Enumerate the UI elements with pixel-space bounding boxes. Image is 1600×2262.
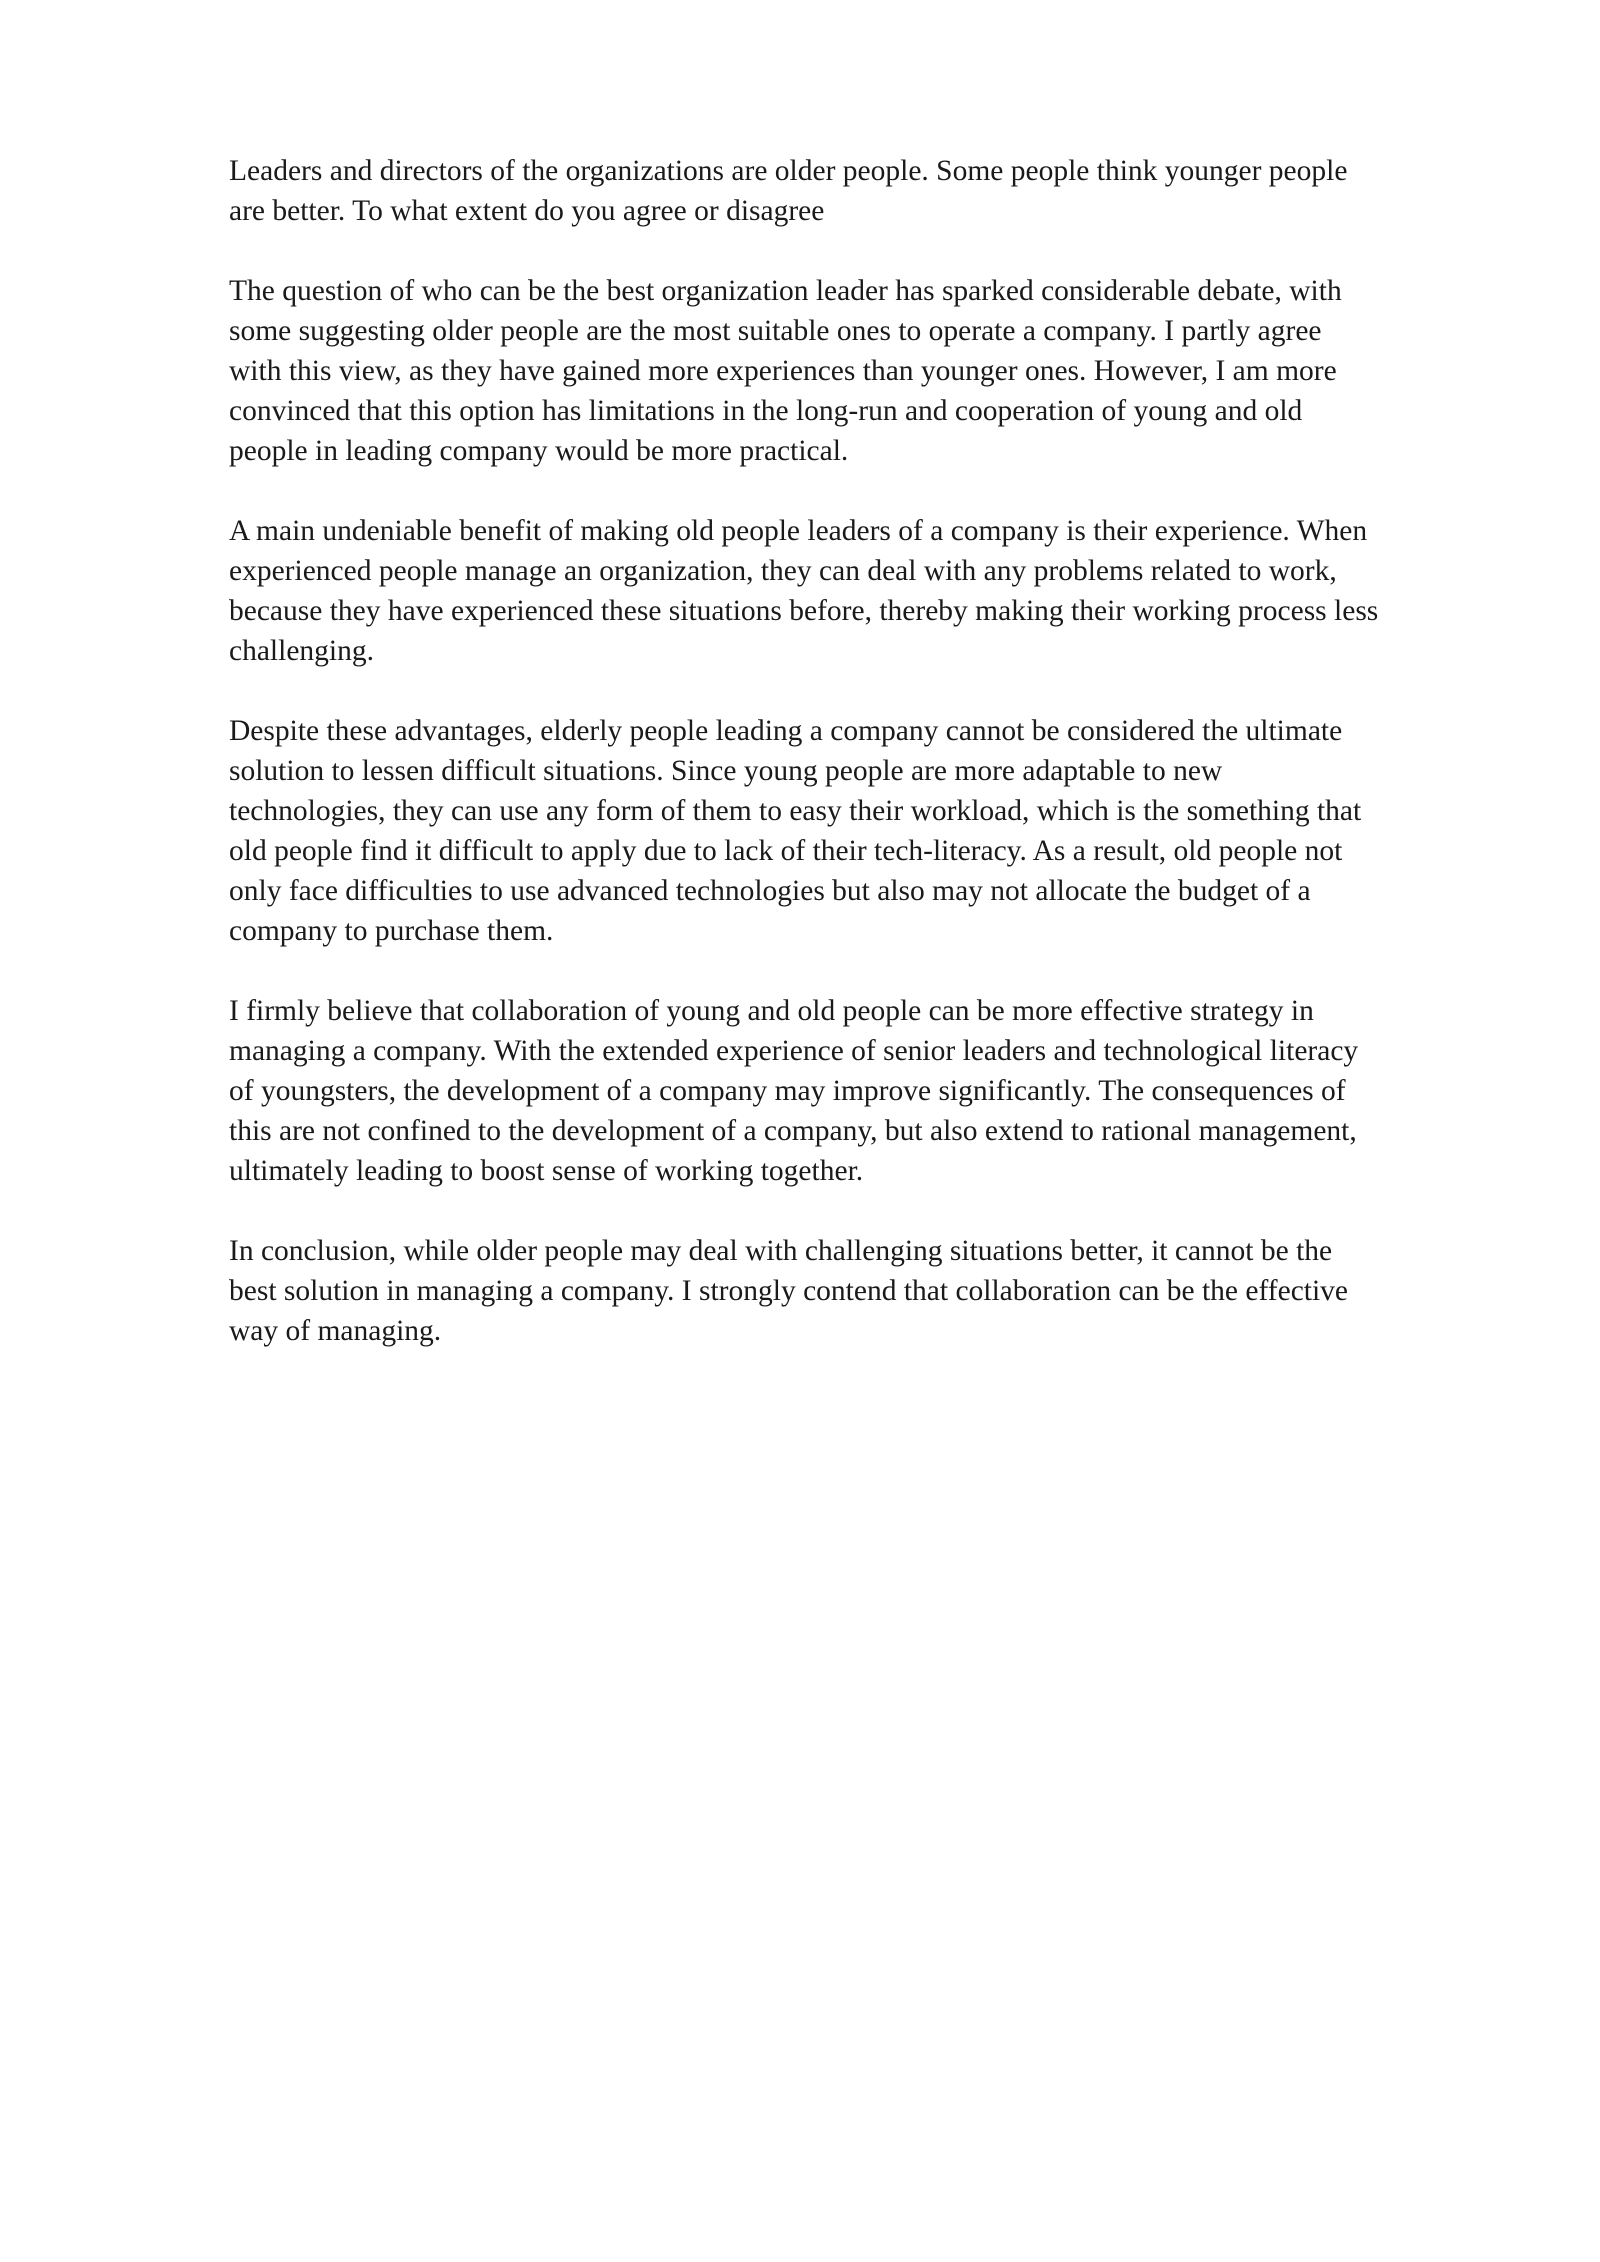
prompt-line: are better. To what extent do you agree or disagree — [229, 195, 825, 227]
body-paragraph-3 — [229, 991, 1509, 1191]
paragraph-line: way of managing. — [229, 1315, 442, 1347]
paragraph-line: convinced that this option has limitations in the long-run and cooperation of young and old — [229, 395, 1303, 427]
paragraph-line: only face difficulties to use advanced technologies but also may not allocate the budget of a — [229, 875, 1311, 907]
paragraph-line: In conclusion, while older people may deal with challenging situations better, it cannot be the — [229, 1235, 1333, 1267]
paragraph-line: I firmly believe that collaboration of young and old people can be more effective strategy in — [229, 995, 1314, 1027]
paragraph-line: solution to lessen difficult situations. Since young people are more adaptable to new — [229, 755, 1223, 787]
paragraph-line: old people find it difficult to apply due to lack of their tech-literacy. As a result, old people not — [229, 835, 1343, 867]
paragraph-line: people in leading company would be more practical. — [229, 435, 849, 467]
essay-prompt — [229, 151, 1509, 231]
paragraph-line: The question of who can be the best organization leader has sparked considerable debate, with — [229, 275, 1342, 307]
paragraph-line: challenging. — [229, 635, 374, 667]
paragraph-line: some suggesting older people are the most suitable ones to operate a company. I partly agree — [229, 315, 1322, 347]
paragraph-line: company to purchase them. — [229, 915, 554, 947]
prompt-line: Leaders and directors of the organizations are older people. Some people think younger people — [229, 155, 1348, 187]
paragraph-line: ultimately leading to boost sense of working together. — [229, 1155, 864, 1187]
body-paragraph-2 — [229, 711, 1509, 951]
introduction-paragraph — [229, 271, 1509, 471]
conclusion-paragraph — [229, 1231, 1509, 1351]
paragraph-line: this are not confined to the development of a company, but also extend to rational management, — [229, 1115, 1357, 1147]
paragraph-line: of youngsters, the development of a company may improve significantly. The consequences of — [229, 1075, 1346, 1107]
paragraph-line: managing a company. With the extended experience of senior leaders and technological literacy — [229, 1035, 1359, 1067]
paragraph-line: best solution in managing a company. I strongly contend that collaboration can be the effective — [229, 1275, 1349, 1307]
paragraph-line: with this view, as they have gained more experiences than younger ones. However, I am more — [229, 355, 1337, 387]
paragraph-line: because they have experienced these situations before, thereby making their working process less — [229, 595, 1379, 627]
paragraph-line: technologies, they can use any form of them to easy their workload, which is the something that — [229, 795, 1362, 827]
document-body — [229, 151, 1509, 1391]
paragraph-line: Despite these advantages, elderly people leading a company cannot be considered the ultimate — [229, 715, 1343, 747]
body-paragraph-1 — [229, 511, 1509, 671]
paragraph-line: A main undeniable benefit of making old people leaders of a company is their experience. When — [229, 515, 1368, 547]
paragraph-line: experienced people manage an organization, they can deal with any problems related to work, — [229, 555, 1337, 587]
